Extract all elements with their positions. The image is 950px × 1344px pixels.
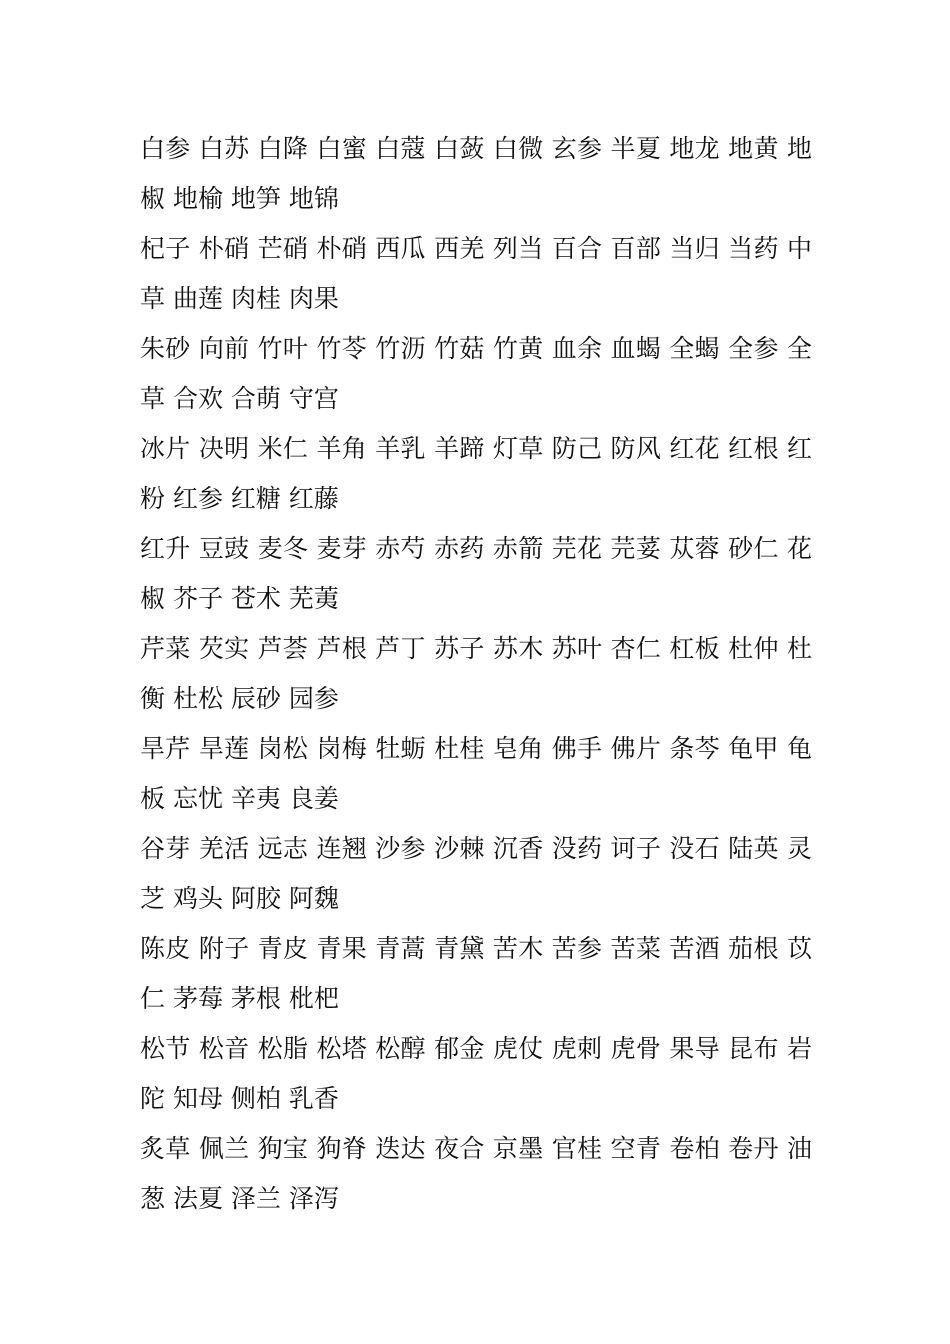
herb-list-paragraph-10: 松节 松音 松脂 松塔 松醇 郁金 虎仗 虎刺 虎骨 果导 昆布 岩陀 知母 侧柏 乳香 (140, 1034, 812, 1113)
herb-list-paragraph-9: 陈皮 附子 青皮 青果 青蒿 青黛 苦木 苦参 苦菜 苦酒 茄根 苡仁 茅莓 茅根 枇杷 (140, 934, 812, 1013)
herb-list-paragraph-3: 朱砂 向前 竹叶 竹苓 竹沥 竹菇 竹黄 血余 血蝎 全蝎 全参 全草 合欢 合萌 守宫 (140, 334, 812, 413)
document-body (140, 124, 812, 1224)
herb-list-paragraph-2: 杞子 朴硝 芒硝 朴硝 西瓜 西羌 列当 百合 百部 当归 当药 中草 曲莲 肉桂 肉果 (140, 234, 812, 313)
herb-list-paragraph-1: 白参 白苏 白降 白蜜 白蔻 白蔹 白微 玄参 半夏 地龙 地黄 地椒 地榆 地笋 地锦 (140, 134, 812, 213)
herb-list-paragraph-7: 旱芹 旱莲 岗松 岗梅 牡蛎 杜桂 皂角 佛手 佛片 条芩 龟甲 龟板 忘忧 辛夷 良姜 (140, 734, 812, 813)
herb-list-paragraph-4: 冰片 决明 米仁 羊角 羊乳 羊蹄 灯草 防己 防风 红花 红根 红粉 红参 红糖 红藤 (140, 434, 812, 513)
herb-list-paragraph-5: 红升 豆豉 麦冬 麦芽 赤芍 赤药 赤箭 芫花 芫荽 苁蓉 砂仁 花椒 芥子 苍术 芜荑 (140, 534, 812, 613)
herb-list-paragraph-11: 炙草 佩兰 狗宝 狗脊 迭达 夜合 京墨 官桂 空青 卷柏 卷丹 油葱 法夏 泽兰 泽泻 (140, 1134, 812, 1213)
herb-list-paragraph-6: 芹菜 芡实 芦荟 芦根 芦丁 苏子 苏木 苏叶 杏仁 杠板 杜仲 杜衡 杜松 辰砂 园参 (140, 634, 812, 713)
herb-list-paragraph-8: 谷芽 羌活 远志 连翘 沙参 沙棘 沉香 没药 诃子 没石 陆英 灵芝 鸡头 阿胶 阿魏 (140, 834, 812, 913)
